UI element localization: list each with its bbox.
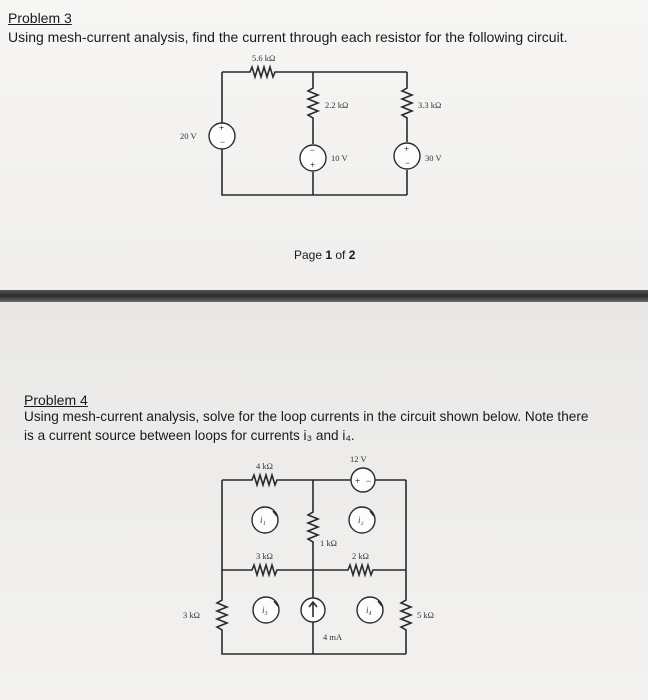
p4-label-r-4k: 4 kΩ [256,461,273,471]
p3-label-r-mid: 2.2 kΩ [325,100,349,110]
p4-label-r-3k-left: 3 kΩ [183,610,200,620]
p3-minus-left: − [220,137,226,147]
page-divider [0,290,648,302]
page-footer-total: 2 [348,248,356,262]
p4-wire-center [308,480,318,654]
p4-label-i4: i₄ [366,605,372,615]
p3-minus-mid: − [310,145,316,155]
p3-label-v-right: 30 V [425,153,442,163]
p4-label-i1: i₁ [260,515,266,525]
problem-3-circuit [0,0,648,290]
p4-wire-left [217,480,406,654]
p4-label-i2: i₂ [358,515,364,525]
p4-label-i-src: 4 mA [323,632,343,642]
p4-wire-right [401,480,411,654]
p4-label-i3: i₃ [262,605,268,615]
p3-wire-left [222,72,410,195]
p3-wire-top [222,67,407,77]
page-footer-current: 1 [325,248,333,262]
p3-label-v-left: 20 V [180,131,197,141]
page-footer-prefix: Page [294,248,326,262]
p3-wire-mid [308,72,318,195]
page-footer [294,248,355,262]
p4-label-r-5k: 5 kΩ [417,610,434,620]
problem-4-circuit [0,302,648,700]
p4-wire-top [222,475,406,485]
p4-wire-middle [222,565,406,575]
page-footer-of: of [332,248,349,262]
p4-label-v-top: 12 V [350,454,367,464]
p3-plus-mid: + [310,160,316,170]
p3-wire-right [402,72,412,195]
problem-4-heading: Problem 4 [24,392,88,408]
page-2 [0,302,648,700]
p4-label-r-2k: 2 kΩ [352,551,369,561]
p4-plus-12v: + [355,476,361,486]
p3-minus-right: − [405,158,411,168]
p4-minus-12v: − [366,476,372,486]
page-1 [0,0,648,290]
p3-plus-left: + [219,123,225,133]
problem-3-heading: Problem 3 [8,10,72,26]
problem-3-statement: Using mesh-current analysis, find the current through each resistor for the following circuit. [8,29,568,45]
p3-label-v-mid: 10 V [331,153,348,163]
p3-label-r-top: 5.6 kΩ [252,53,276,63]
p4-label-r-1k: 1 kΩ [320,538,337,548]
problem-4-statement-line-1: Using mesh-current analysis, solve for the loop currents in the circuit shown below. Note there [24,409,589,424]
p3-plus-right: + [404,144,410,154]
p3-label-r-right: 3.3 kΩ [418,100,442,110]
problem-4-statement-line-2: is a current source between loops for currents i₃ and i₄. [24,428,355,443]
p4-label-r-3k-mid: 3 kΩ [256,551,273,561]
